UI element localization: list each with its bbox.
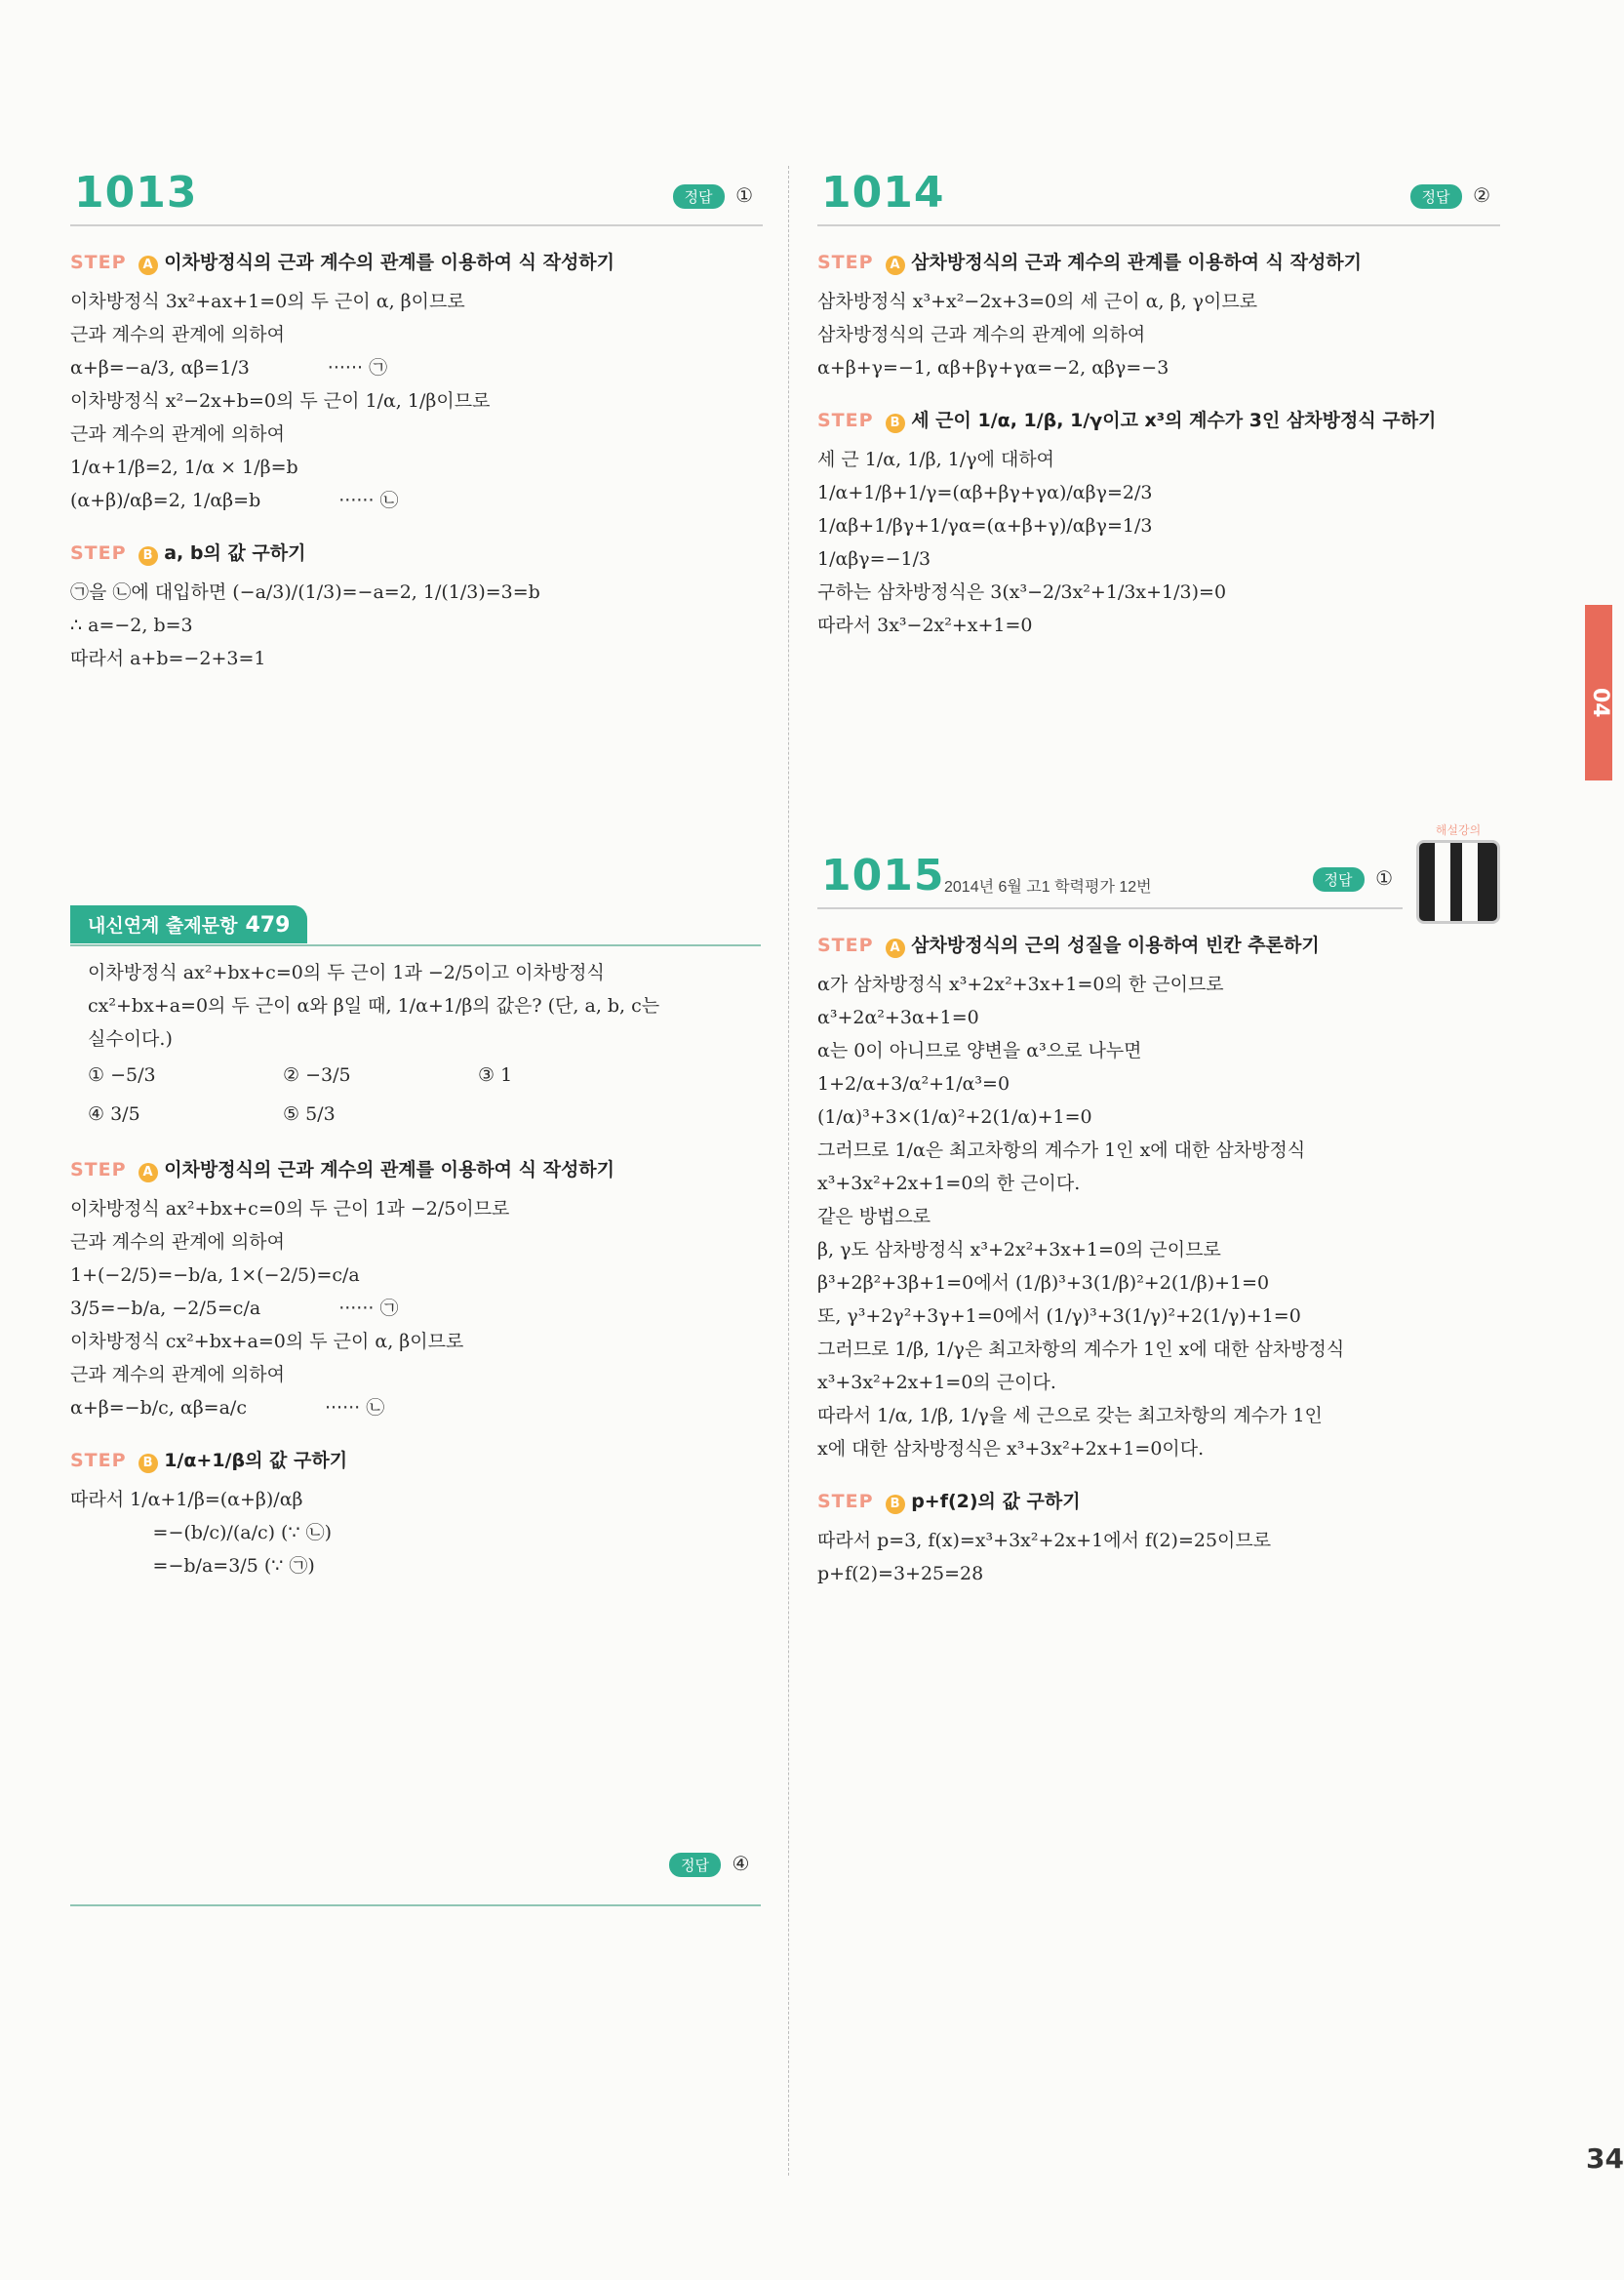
- choice: ② −3/5: [283, 1064, 351, 1086]
- step-tag: STEP: [817, 410, 874, 431]
- answer-badge: 정답: [673, 184, 725, 209]
- solution-line: 구하는 삼차방정식은 3(x³−2/3x²+1/3x+1/3)=0: [817, 581, 1227, 603]
- step-letter-icon: B: [139, 1454, 158, 1473]
- step-b-heading: [70, 1446, 751, 1473]
- choice: ③ 1: [478, 1064, 513, 1086]
- solution-line: [70, 484, 763, 517]
- problem-1015: [817, 839, 1500, 1590]
- solution-line: β³+2β²+3β+1=0에서 (1/β)³+3(1/β)²+2(1/β)+1=0: [817, 1272, 1270, 1294]
- step-b-heading: [70, 539, 763, 566]
- solution-line: 근과 계수의 관계에 의하여: [70, 1231, 286, 1253]
- qr-code-block[interactable]: [1416, 821, 1500, 924]
- equation-mark: ······ ㉠: [327, 357, 388, 379]
- problem-number: 1013: [74, 168, 198, 218]
- step-title: p+f(2)의 값 구하기: [911, 1491, 1081, 1512]
- solution-line: 삼차방정식의 근과 계수의 관계에 의하여: [817, 324, 1146, 345]
- answer-badge: 정답: [1410, 184, 1462, 209]
- solution-line: p+f(2)=3+25=28: [817, 1563, 984, 1584]
- step-title: 1/α+1/β의 값 구하기: [164, 1450, 348, 1471]
- equation-mark: ······ ㉡: [324, 1397, 385, 1419]
- solution-line: =−(b/c)/(a/c) (∵ ㉡): [70, 1522, 333, 1543]
- solution-line: 따라서 1/α+1/β=(α+β)/αβ: [70, 1489, 303, 1510]
- answer-value: ①: [1375, 868, 1393, 890]
- step-letter-icon: B: [886, 414, 905, 433]
- solution-line: α+β+γ=−1, αβ+βγ+γα=−2, αβγ=−3: [817, 357, 1169, 379]
- step-tag: STEP: [817, 1491, 874, 1512]
- step-letter-icon: B: [886, 1495, 905, 1514]
- related-label-text: 내신연계 출제문항: [88, 915, 238, 937]
- step-letter-icon: A: [139, 1163, 158, 1182]
- step-title: 삼차방정식의 근의 성질을 이용하여 빈칸 추론하기: [911, 935, 1320, 956]
- step-a-heading: [817, 248, 1500, 275]
- solution-line: 1/α+1/β=2, 1/α × 1/β=b: [70, 457, 298, 478]
- equation: α+β=−b/c, αβ=a/c: [70, 1397, 247, 1419]
- answer-badge: 정답: [1313, 867, 1365, 892]
- step-tag: STEP: [70, 1450, 127, 1471]
- step-title: 삼차방정식의 근과 계수의 관계를 이용하여 식 작성하기: [911, 252, 1363, 273]
- related-answer: [669, 1852, 749, 1877]
- problem-1013: [70, 156, 763, 675]
- answer-value: ②: [1473, 185, 1490, 207]
- step-tag: STEP: [70, 252, 127, 273]
- step-letter-icon: A: [886, 256, 905, 275]
- solution-line: 1/αβγ=−1/3: [817, 548, 931, 570]
- step-title: a, b의 값 구하기: [164, 542, 306, 564]
- solution-line: [70, 351, 763, 384]
- solution-line: 같은 방법으로: [817, 1206, 931, 1227]
- solution-line: [70, 1292, 751, 1325]
- qr-code-icon[interactable]: [1416, 840, 1500, 924]
- solution-line: 따라서 1/α, 1/β, 1/γ을 세 근으로 갖는 최고차항의 계수가 1인: [817, 1405, 1323, 1426]
- solution-line: x에 대한 삼차방정식은 x³+3x²+2x+1=0이다.: [817, 1438, 1205, 1460]
- solution-line: (1/α)³+3×(1/α)²+2(1/α)+1=0: [817, 1106, 1092, 1128]
- solution-line: 그러므로 1/β, 1/γ은 최고차항의 계수가 1인 x에 대한 삼차방정식: [817, 1339, 1345, 1360]
- step-a-heading: [817, 931, 1500, 958]
- solution-line: 1+2/α+3/α²+1/α³=0: [817, 1073, 1010, 1095]
- equation: (α+β)/αβ=2, 1/αβ=b: [70, 490, 261, 511]
- problem-1014: [817, 156, 1500, 642]
- choice: ① −5/3: [88, 1064, 156, 1086]
- solution-line: 1+(−2/5)=−b/a, 1×(−2/5)=c/a: [70, 1264, 360, 1286]
- problem-header: [817, 156, 1500, 226]
- solution-line: x³+3x²+2x+1=0의 한 근이다.: [817, 1173, 1081, 1194]
- page-number: 34: [1586, 2142, 1624, 2175]
- problem-header: [70, 156, 763, 226]
- solution-line: 이차방정식 ax²+bx+c=0의 두 근이 1과 −2/5이므로: [70, 1198, 510, 1220]
- solution-line: =−b/a=3/5 (∵ ㉠): [70, 1555, 315, 1577]
- related-problem-header: [70, 905, 761, 946]
- step-tag: STEP: [70, 1159, 127, 1180]
- solution-line: 세 근 1/α, 1/β, 1/γ에 대하여: [817, 449, 1055, 470]
- step-title: 세 근이 1/α, 1/β, 1/γ이고 x³의 계수가 3인 삼차방정식 구하기: [911, 410, 1437, 431]
- solution-line: 삼차방정식 x³+x²−2x+3=0의 세 근이 α, β, γ이므로: [817, 291, 1258, 312]
- problem-header: [817, 839, 1403, 909]
- step-letter-icon: A: [139, 256, 158, 275]
- solution-line: 이차방정식 x²−2x+b=0의 두 근이 1/α, 1/β이므로: [70, 390, 491, 412]
- answer-value: ④: [732, 1854, 750, 1875]
- choice: ⑤ 5/3: [283, 1103, 336, 1125]
- choice: ④ 3/5: [88, 1103, 140, 1125]
- problem-number: 1014: [821, 168, 945, 218]
- answer: [1313, 866, 1393, 892]
- related-label: [70, 905, 307, 943]
- step-a-heading: [70, 1155, 751, 1182]
- step-letter-icon: B: [139, 546, 158, 566]
- answer: [1410, 183, 1490, 209]
- step-title: 이차방정식의 근과 계수의 관계를 이용하여 식 작성하기: [164, 252, 615, 273]
- column-divider: [788, 166, 789, 2176]
- step-tag: STEP: [817, 935, 874, 956]
- solution-line: α는 0이 아니므로 양변을 α³으로 나누면: [817, 1040, 1142, 1061]
- question-line: 이차방정식 ax²+bx+c=0의 두 근이 1과 −2/5이고 이차방정식: [88, 962, 605, 983]
- solution-line: 이차방정식 cx²+bx+a=0의 두 근이 α, β이므로: [70, 1331, 464, 1352]
- step-b-heading: [817, 1487, 1500, 1514]
- solution-line: 또, γ³+2γ²+3γ+1=0에서 (1/γ)³+3(1/γ)²+2(1/γ)+1=0: [817, 1305, 1301, 1327]
- step-letter-icon: A: [886, 939, 905, 958]
- solution-line: 따라서 a+b=−2+3=1: [70, 648, 266, 669]
- choices: [88, 1056, 751, 1134]
- equation-mark: ······ ㉡: [338, 490, 399, 511]
- solution-line: 이차방정식 3x²+ax+1=0의 두 근이 α, β이므로: [70, 291, 465, 312]
- solution-line: 근과 계수의 관계에 의하여: [70, 1364, 286, 1385]
- step-tag: STEP: [817, 252, 874, 273]
- solution-line: ∴ a=−2, b=3: [70, 615, 193, 636]
- solution-line: 1/α+1/β+1/γ=(αβ+βγ+γα)/αβγ=2/3: [817, 482, 1153, 503]
- equation: α+β=−a/3, αβ=1/3: [70, 357, 250, 379]
- solution-line: α³+2α²+3α+1=0: [817, 1007, 979, 1028]
- step-a-heading: [70, 248, 763, 275]
- solution-line: β, γ도 삼차방정식 x³+2x²+3x+1=0의 근이므로: [817, 1239, 1221, 1260]
- solution-line: ㉠을 ㉡에 대입하면 (−a/3)/(1/3)=−a=2, 1/(1/3)=3=b: [70, 581, 540, 603]
- solution-line: 그러므로 1/α은 최고차항의 계수가 1인 x에 대한 삼차방정식: [817, 1140, 1306, 1161]
- problem-source: 2014년 6월 고1 학력평가 12번: [944, 879, 1152, 896]
- bottom-rule: [70, 1904, 761, 1906]
- equation-mark: ······ ㉠: [338, 1298, 399, 1319]
- answer: [673, 183, 753, 209]
- solution-line: x³+3x²+2x+1=0의 근이다.: [817, 1372, 1056, 1393]
- solution-line: 근과 계수의 관계에 의하여: [70, 423, 286, 445]
- solution-line: α가 삼차방정식 x³+2x²+3x+1=0의 한 근이므로: [817, 974, 1224, 995]
- answer-badge: 정답: [669, 1853, 721, 1877]
- solution-line: [70, 1391, 751, 1424]
- solution-line: 근과 계수의 관계에 의하여: [70, 324, 286, 345]
- problem-number: 1015: [821, 851, 945, 900]
- equation: 3/5=−b/a, −2/5=c/a: [70, 1298, 261, 1319]
- related-number: 479: [245, 913, 291, 938]
- chapter-tab: 04: [1585, 605, 1612, 780]
- solution-line: 1/αβ+1/βγ+1/γα=(α+β+γ)/αβγ=1/3: [817, 515, 1153, 537]
- question-line: 실수이다.): [88, 1028, 173, 1050]
- qr-label: 해설강의: [1435, 823, 1482, 837]
- step-b-heading: [817, 406, 1500, 433]
- solution-line: 따라서 3x³−2x²+x+1=0: [817, 615, 1033, 636]
- answer-value: ①: [735, 185, 753, 207]
- question-line: cx²+bx+a=0의 두 근이 α와 β일 때, 1/α+1/β의 값은? (단, a, b, c는: [88, 995, 660, 1017]
- related-problem: [70, 956, 751, 1582]
- solution-line: 따라서 p=3, f(x)=x³+3x²+2x+1에서 f(2)=25이므로: [817, 1530, 1272, 1551]
- step-title: 이차방정식의 근과 계수의 관계를 이용하여 식 작성하기: [164, 1159, 615, 1180]
- step-tag: STEP: [70, 542, 127, 564]
